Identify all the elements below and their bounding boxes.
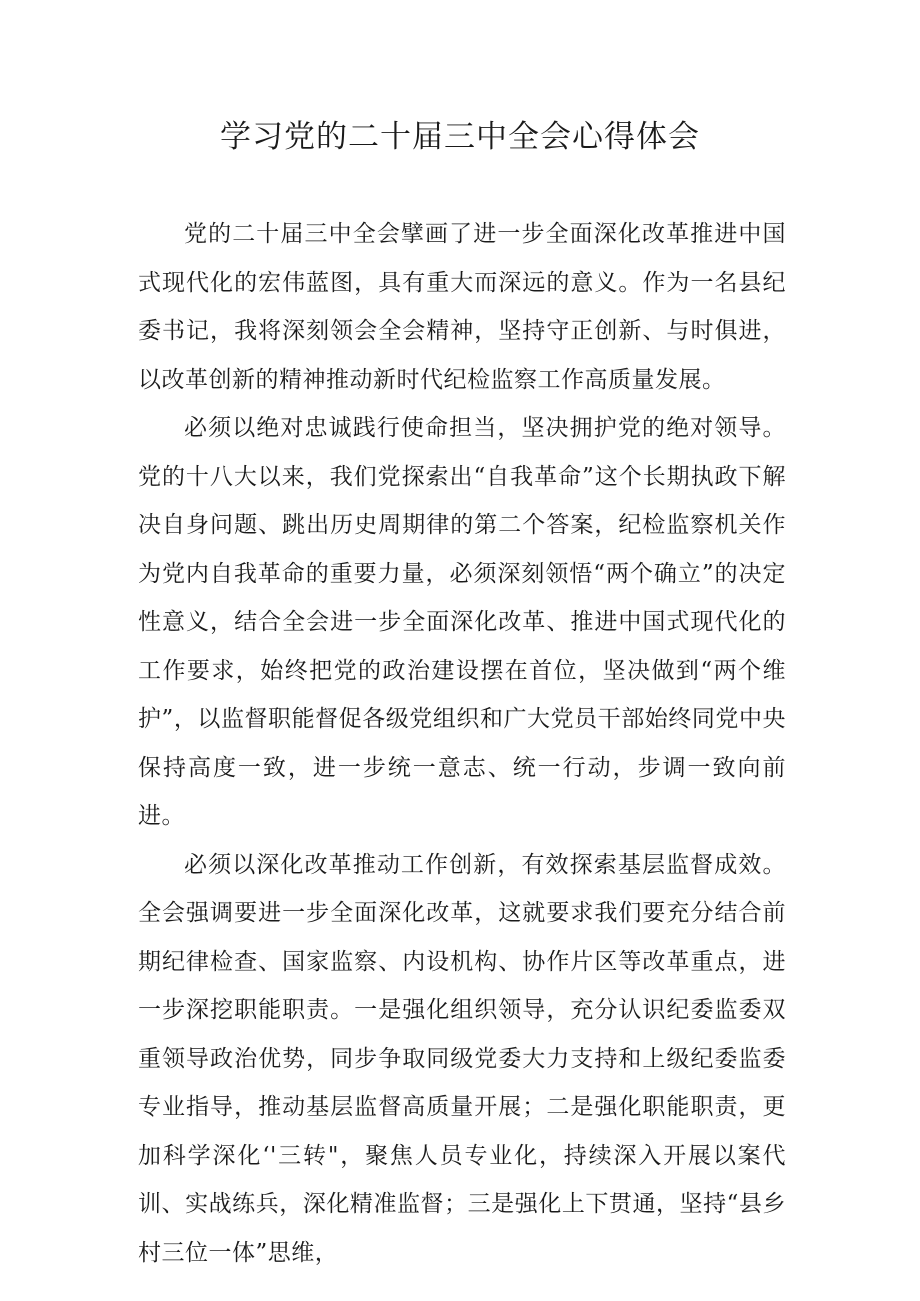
document-body	[138, 210, 786, 1277]
paragraph-reform: 必须以深化改革推动工作创新，有效探索基层监督成效。全会强调要进一步全面深化改革，这就要求我们要充分结合前期纪律检查、国家监察、内设机构、协作片区等改革重点，进一步深挖职能职责。一是强化组织领导，充分认识纪委监委双重领导政治优势，同步争取同级党委大力支持和上级纪委监委专业指导，推动基层监督高质量开展；二是强化职能职责，更加科学深化‘'三转"，聚焦人员专业化，持续深入开展以案代训、实战练兵，深化精准监督；三是强化上下贯通，坚持“县乡村三位一体”思维，	[138, 851, 786, 1266]
paragraph-loyalty: 必须以绝对忠诚践行使命担当，坚决拥护党的绝对领导。党的十八大以来，我们党探索出“自我革命”这个长期执政下解决自身问题、跳出历史周期律的第二个答案，纪检监察机关作为党内自我革命的重要力量，必须深刻领悟“两个确立”的决定性意义，结合全会进一步全面深化改革、推进中国式现代化的工作要求，始终把党的政治建设摆在首位，坚决做到“两个维护”，以监督职能督促各级党组织和广大党员干部始终同党中央保持高度一致，进一步统一意志、统一行动，步调一致向前进。	[138, 415, 786, 829]
paragraph-intro: 党的二十届三中全会擘画了进一步全面深化改革推进中国式现代化的宏伟蓝图，具有重大而深远的意义。作为一名县纪委书记，我将深刻领会全会精神，坚持守正创新、与时俱进，以改革创新的精神推动新时代纪检监察工作高质量发展。	[138, 221, 786, 393]
document-title: 学习党的二十届三中全会心得体会	[220, 119, 700, 155]
